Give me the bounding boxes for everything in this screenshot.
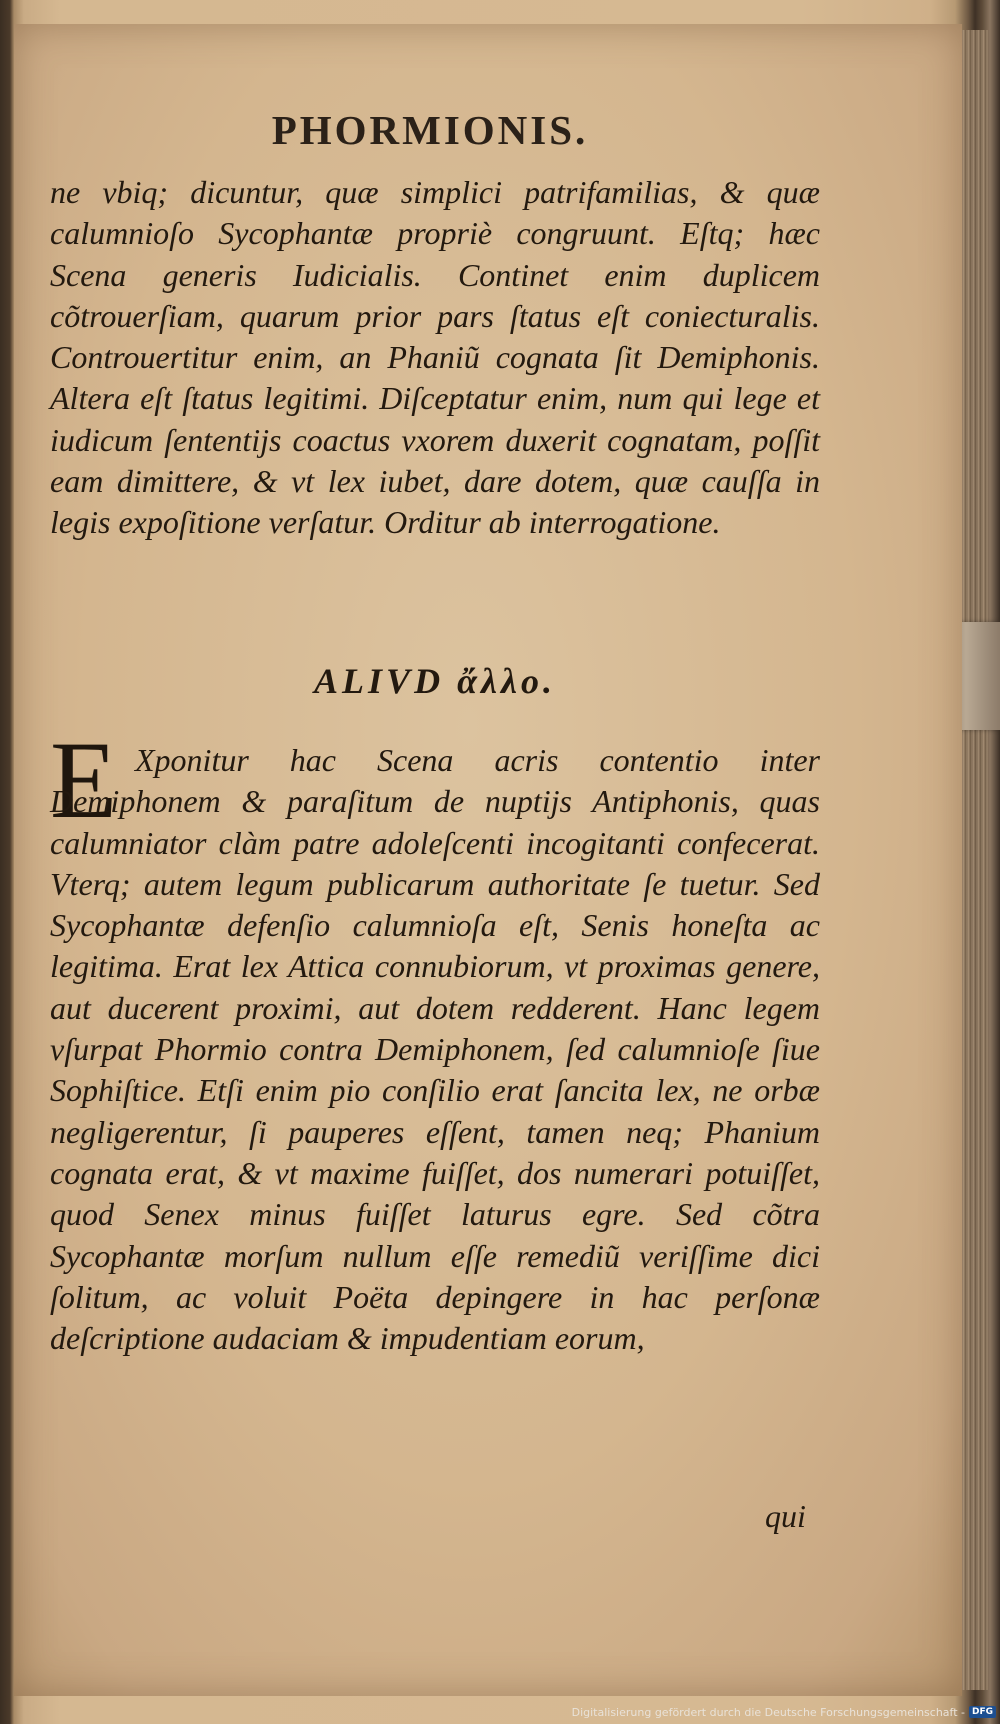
- paragraph-1: ne vbiq; dicuntur, quæ simplici patrifamilias, & quæ calumnioſo Sycophantæ propriè congruunt. Eſtq; hæc Scena generis Iudicialis. Continet enim duplicem cõtrouerſiam, quarum prior pars ſtatus eſt coniecturalis. Controuertitur enim, an Phaniũ cognata ſit Demiphonis. Altera eſt ſtatus legitimi. Diſceptatur enim, num qui lege et iudicum ſententijs coactus vxorem duxerit cognatam, poſſit eam dimittere, & vt lex iubet, dare dotem, quæ cauſſa in legis expoſitione verſatur. Orditur ab interrogatione.: [50, 174, 820, 541]
- dfg-logo: DFG: [969, 1706, 996, 1718]
- catchword: qui: [765, 1498, 806, 1534]
- dropcap-initial: E: [50, 719, 118, 841]
- running-header: PHORMIONIS.: [271, 107, 589, 153]
- digitization-footer: [572, 1703, 996, 1721]
- footer-text: Digitalisierung gefördert durch die Deutsche Forschungsgemeinschaft -: [571, 1705, 965, 1719]
- book-page-edges: [962, 30, 988, 1690]
- paragraph-2: Xponitur hac Scena acris contentio inter Demiphonem & paraſitum de nuptijs Antiphonis, quas calumniator clàm patre adoleſcenti incogitanti confecerat. Vterq; autem legum publicarum authoritate ſe tuetur. Sed Sycophantæ defenſio calumnioſa eſt, Senis honeſta ac legitima. Erat lex Attica connubiorum, vt proximas genere, aut ducerent proximi, aut dotem redderent. Hanc legem vſurpat Phormio contra Demiphonem, ſed calumnioſe ſiue Sophiſtice. Etſi enim pio conſilio erat ſancita lex, ne orbæ negligerentur, ſi pauperes eſſent, tamen neq; Phanium cognata erat, & vt maxime fuiſſet, dos numerari potuiſſet, quod Senex minus fuiſſet laturus egre. Sed cõtra Sycophantæ morſum nullum eſſe remediũ veriſſime dici ſolitum, ac voluit Poëta depingere in hac perſonæ deſcriptione audaciam & impudentiam eorum,: [50, 742, 820, 1357]
- section-heading: ALIVD ἄλλο.: [314, 661, 556, 701]
